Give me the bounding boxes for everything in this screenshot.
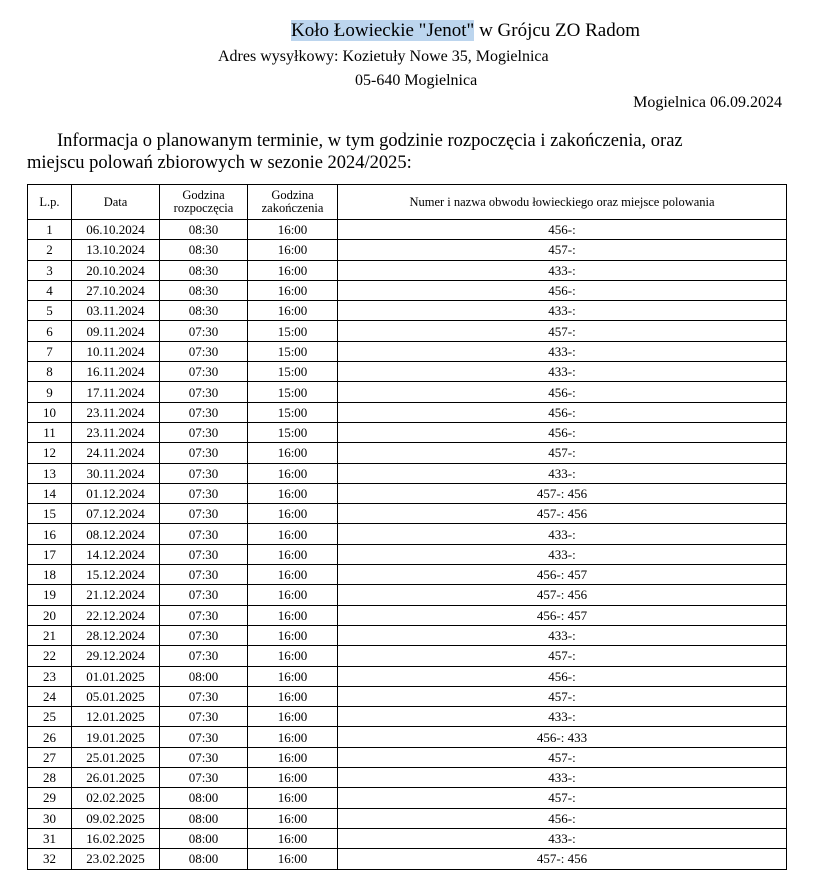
- cell-date: 28.12.2024: [72, 625, 160, 645]
- cell-lp: 14: [28, 483, 72, 503]
- cell-end: 16:00: [248, 443, 338, 463]
- cell-date: 12.01.2025: [72, 707, 160, 727]
- cell-start: 07:30: [160, 402, 248, 422]
- cell-start: 07:30: [160, 341, 248, 361]
- cell-lp: 1: [28, 220, 72, 240]
- table-row: [28, 788, 787, 808]
- cell-start: 07:30: [160, 504, 248, 524]
- cell-start: 07:30: [160, 646, 248, 666]
- place-date: Mogielnica 06.09.2024: [633, 94, 782, 111]
- cell-end: 16:00: [248, 301, 338, 321]
- table-row: [28, 341, 787, 361]
- cell-district: 433-:: [338, 524, 787, 544]
- cell-start: 07:30: [160, 707, 248, 727]
- cell-start: 07:30: [160, 585, 248, 605]
- table-row: [28, 443, 787, 463]
- cell-district: 433-:: [338, 625, 787, 645]
- cell-start: 08:30: [160, 260, 248, 280]
- cell-end: 15:00: [248, 362, 338, 382]
- address-line-1: Adres wysyłkowy: Kozietuły Nowe 35, Mogielnica: [218, 48, 549, 65]
- cell-start: 08:00: [160, 666, 248, 686]
- intro-text: [27, 130, 787, 174]
- cell-start: 08:00: [160, 788, 248, 808]
- intro-line-1: Informacja o planowanym terminie, w tym godzinie rozpoczęcia i zakończenia, oraz: [57, 131, 683, 151]
- cell-end: 16:00: [248, 524, 338, 544]
- table-row: [28, 260, 787, 280]
- cell-lp: 4: [28, 280, 72, 300]
- cell-lp: 30: [28, 808, 72, 828]
- table-row: [28, 280, 787, 300]
- cell-district: 456-: 457: [338, 605, 787, 625]
- cell-district: 457-:: [338, 747, 787, 767]
- cell-start: 07:30: [160, 483, 248, 503]
- cell-district: 433-:: [338, 544, 787, 564]
- table-row: [28, 727, 787, 747]
- cell-start: 07:30: [160, 625, 248, 645]
- cell-start: 07:30: [160, 565, 248, 585]
- cell-district: 457-: 456: [338, 504, 787, 524]
- cell-district: 457-:: [338, 321, 787, 341]
- cell-start: 07:30: [160, 463, 248, 483]
- cell-date: 09.11.2024: [72, 321, 160, 341]
- cell-start: 07:30: [160, 686, 248, 706]
- cell-start: 07:30: [160, 382, 248, 402]
- cell-lp: 29: [28, 788, 72, 808]
- cell-start: 07:30: [160, 422, 248, 442]
- cell-start: 07:30: [160, 362, 248, 382]
- cell-end: 16:00: [248, 463, 338, 483]
- cell-lp: 23: [28, 666, 72, 686]
- table-row: [28, 565, 787, 585]
- cell-start: 08:30: [160, 220, 248, 240]
- table-row: [28, 240, 787, 260]
- cell-end: 16:00: [248, 849, 338, 869]
- cell-district: 457-:: [338, 788, 787, 808]
- cell-lp: 31: [28, 828, 72, 848]
- cell-date: 13.10.2024: [72, 240, 160, 260]
- cell-start: 08:30: [160, 240, 248, 260]
- table-row: [28, 524, 787, 544]
- cell-district: 433-:: [338, 341, 787, 361]
- address-line-2: 05-640 Mogielnica: [355, 72, 478, 89]
- cell-end: 16:00: [248, 240, 338, 260]
- cell-date: 16.11.2024: [72, 362, 160, 382]
- cell-date: 30.11.2024: [72, 463, 160, 483]
- cell-date: 01.12.2024: [72, 483, 160, 503]
- cell-lp: 17: [28, 544, 72, 564]
- cell-lp: 16: [28, 524, 72, 544]
- cell-end: 16:00: [248, 788, 338, 808]
- cell-district: 457-:: [338, 686, 787, 706]
- cell-district: 433-:: [338, 463, 787, 483]
- cell-date: 09.02.2025: [72, 808, 160, 828]
- cell-end: 15:00: [248, 321, 338, 341]
- cell-district: 457-:: [338, 240, 787, 260]
- table-row: [28, 666, 787, 686]
- cell-end: 16:00: [248, 260, 338, 280]
- header-start-time: Godzina rozpoczęcia: [160, 185, 248, 220]
- cell-end: 15:00: [248, 402, 338, 422]
- cell-end: 16:00: [248, 727, 338, 747]
- cell-date: 24.11.2024: [72, 443, 160, 463]
- cell-date: 22.12.2024: [72, 605, 160, 625]
- table-row: [28, 504, 787, 524]
- cell-end: 16:00: [248, 544, 338, 564]
- club-name-rest: w Grójcu ZO Radom: [474, 20, 641, 41]
- header-district: Numer i nazwa obwodu łowieckiego oraz miejsce polowania: [338, 185, 787, 220]
- cell-lp: 19: [28, 585, 72, 605]
- cell-lp: 5: [28, 301, 72, 321]
- cell-date: 26.01.2025: [72, 768, 160, 788]
- table-row: [28, 646, 787, 666]
- cell-date: 10.11.2024: [72, 341, 160, 361]
- club-name-highlighted[interactable]: Koło Łowieckie "Jenot": [291, 20, 475, 41]
- table-row: [28, 707, 787, 727]
- table-row: [28, 402, 787, 422]
- cell-start: 08:00: [160, 849, 248, 869]
- cell-start: 07:30: [160, 443, 248, 463]
- table-row: [28, 585, 787, 605]
- cell-end: 16:00: [248, 747, 338, 767]
- cell-end: 16:00: [248, 646, 338, 666]
- cell-end: 16:00: [248, 625, 338, 645]
- table-row: [28, 828, 787, 848]
- cell-lp: 27: [28, 747, 72, 767]
- table-row: [28, 301, 787, 321]
- cell-end: 16:00: [248, 768, 338, 788]
- cell-date: 21.12.2024: [72, 585, 160, 605]
- cell-lp: 7: [28, 341, 72, 361]
- cell-district: 457-: 456: [338, 585, 787, 605]
- cell-district: 433-:: [338, 301, 787, 321]
- cell-end: 16:00: [248, 605, 338, 625]
- cell-end: 15:00: [248, 422, 338, 442]
- table-row: [28, 422, 787, 442]
- cell-lp: 13: [28, 463, 72, 483]
- table-row: [28, 849, 787, 869]
- cell-start: 07:30: [160, 321, 248, 341]
- cell-district: 456-:: [338, 382, 787, 402]
- cell-district: 433-:: [338, 707, 787, 727]
- cell-lp: 10: [28, 402, 72, 422]
- table-row: [28, 483, 787, 503]
- intro-line-2: miejscu polowań zbiorowych w sezonie 2024/2025:: [27, 153, 412, 173]
- table-row: [28, 605, 787, 625]
- table-row: [28, 686, 787, 706]
- cell-district: 457-:: [338, 646, 787, 666]
- hunt-schedule-table: [27, 184, 787, 870]
- cell-date: 19.01.2025: [72, 727, 160, 747]
- header-date: Data: [72, 185, 160, 220]
- cell-start: 07:30: [160, 747, 248, 767]
- cell-date: 16.02.2025: [72, 828, 160, 848]
- cell-end: 16:00: [248, 220, 338, 240]
- cell-district: 456-:: [338, 422, 787, 442]
- cell-end: 16:00: [248, 808, 338, 828]
- cell-district: 433-:: [338, 768, 787, 788]
- cell-lp: 9: [28, 382, 72, 402]
- table-row: [28, 220, 787, 240]
- table-row: [28, 382, 787, 402]
- cell-district: 456-: 457: [338, 565, 787, 585]
- cell-date: 05.01.2025: [72, 686, 160, 706]
- cell-lp: 22: [28, 646, 72, 666]
- cell-district: 433-:: [338, 260, 787, 280]
- cell-district: 456-:: [338, 808, 787, 828]
- cell-date: 03.11.2024: [72, 301, 160, 321]
- cell-lp: 18: [28, 565, 72, 585]
- cell-end: 16:00: [248, 666, 338, 686]
- table-row: [28, 768, 787, 788]
- cell-end: 16:00: [248, 483, 338, 503]
- cell-start: 07:30: [160, 768, 248, 788]
- cell-lp: 28: [28, 768, 72, 788]
- cell-district: 457-: 456: [338, 483, 787, 503]
- header-end-time: Godzina zakończenia: [248, 185, 338, 220]
- cell-end: 16:00: [248, 565, 338, 585]
- table-row: [28, 625, 787, 645]
- cell-end: 16:00: [248, 707, 338, 727]
- cell-lp: 15: [28, 504, 72, 524]
- cell-end: 16:00: [248, 280, 338, 300]
- cell-start: 08:30: [160, 280, 248, 300]
- cell-start: 07:30: [160, 544, 248, 564]
- cell-district: 433-:: [338, 828, 787, 848]
- cell-end: 16:00: [248, 828, 338, 848]
- cell-date: 25.01.2025: [72, 747, 160, 767]
- cell-start: 08:00: [160, 828, 248, 848]
- table-row: [28, 544, 787, 564]
- table-row: [28, 362, 787, 382]
- cell-date: 01.01.2025: [72, 666, 160, 686]
- cell-date: 06.10.2024: [72, 220, 160, 240]
- cell-end: 16:00: [248, 686, 338, 706]
- cell-date: 07.12.2024: [72, 504, 160, 524]
- cell-district: 456-:: [338, 220, 787, 240]
- cell-district: 457-: 456: [338, 849, 787, 869]
- cell-lp: 21: [28, 625, 72, 645]
- cell-date: 23.02.2025: [72, 849, 160, 869]
- cell-date: 23.11.2024: [72, 422, 160, 442]
- table-row: [28, 463, 787, 483]
- table-header-row: [28, 185, 787, 220]
- cell-district: 456-: 433: [338, 727, 787, 747]
- cell-start: 07:30: [160, 605, 248, 625]
- cell-district: 433-:: [338, 362, 787, 382]
- table-row: [28, 808, 787, 828]
- cell-date: 27.10.2024: [72, 280, 160, 300]
- cell-end: 16:00: [248, 585, 338, 605]
- cell-end: 16:00: [248, 504, 338, 524]
- cell-district: 456-:: [338, 402, 787, 422]
- cell-lp: 26: [28, 727, 72, 747]
- cell-date: 29.12.2024: [72, 646, 160, 666]
- cell-lp: 20: [28, 605, 72, 625]
- cell-district: 456-:: [338, 280, 787, 300]
- header-lp: L.p.: [28, 185, 72, 220]
- cell-lp: 3: [28, 260, 72, 280]
- cell-date: 23.11.2024: [72, 402, 160, 422]
- table-row: [28, 747, 787, 767]
- cell-start: 08:30: [160, 301, 248, 321]
- cell-date: 17.11.2024: [72, 382, 160, 402]
- cell-lp: 2: [28, 240, 72, 260]
- cell-start: 07:30: [160, 727, 248, 747]
- cell-date: 02.02.2025: [72, 788, 160, 808]
- cell-start: 07:30: [160, 524, 248, 544]
- cell-date: 15.12.2024: [72, 565, 160, 585]
- cell-lp: 24: [28, 686, 72, 706]
- cell-lp: 11: [28, 422, 72, 442]
- cell-lp: 12: [28, 443, 72, 463]
- cell-lp: 25: [28, 707, 72, 727]
- table-row: [28, 321, 787, 341]
- cell-lp: 32: [28, 849, 72, 869]
- cell-start: 08:00: [160, 808, 248, 828]
- cell-date: 20.10.2024: [72, 260, 160, 280]
- cell-district: 457-:: [338, 443, 787, 463]
- cell-end: 15:00: [248, 382, 338, 402]
- cell-date: 08.12.2024: [72, 524, 160, 544]
- cell-district: 456-:: [338, 666, 787, 686]
- cell-lp: 6: [28, 321, 72, 341]
- cell-lp: 8: [28, 362, 72, 382]
- cell-end: 15:00: [248, 341, 338, 361]
- cell-date: 14.12.2024: [72, 544, 160, 564]
